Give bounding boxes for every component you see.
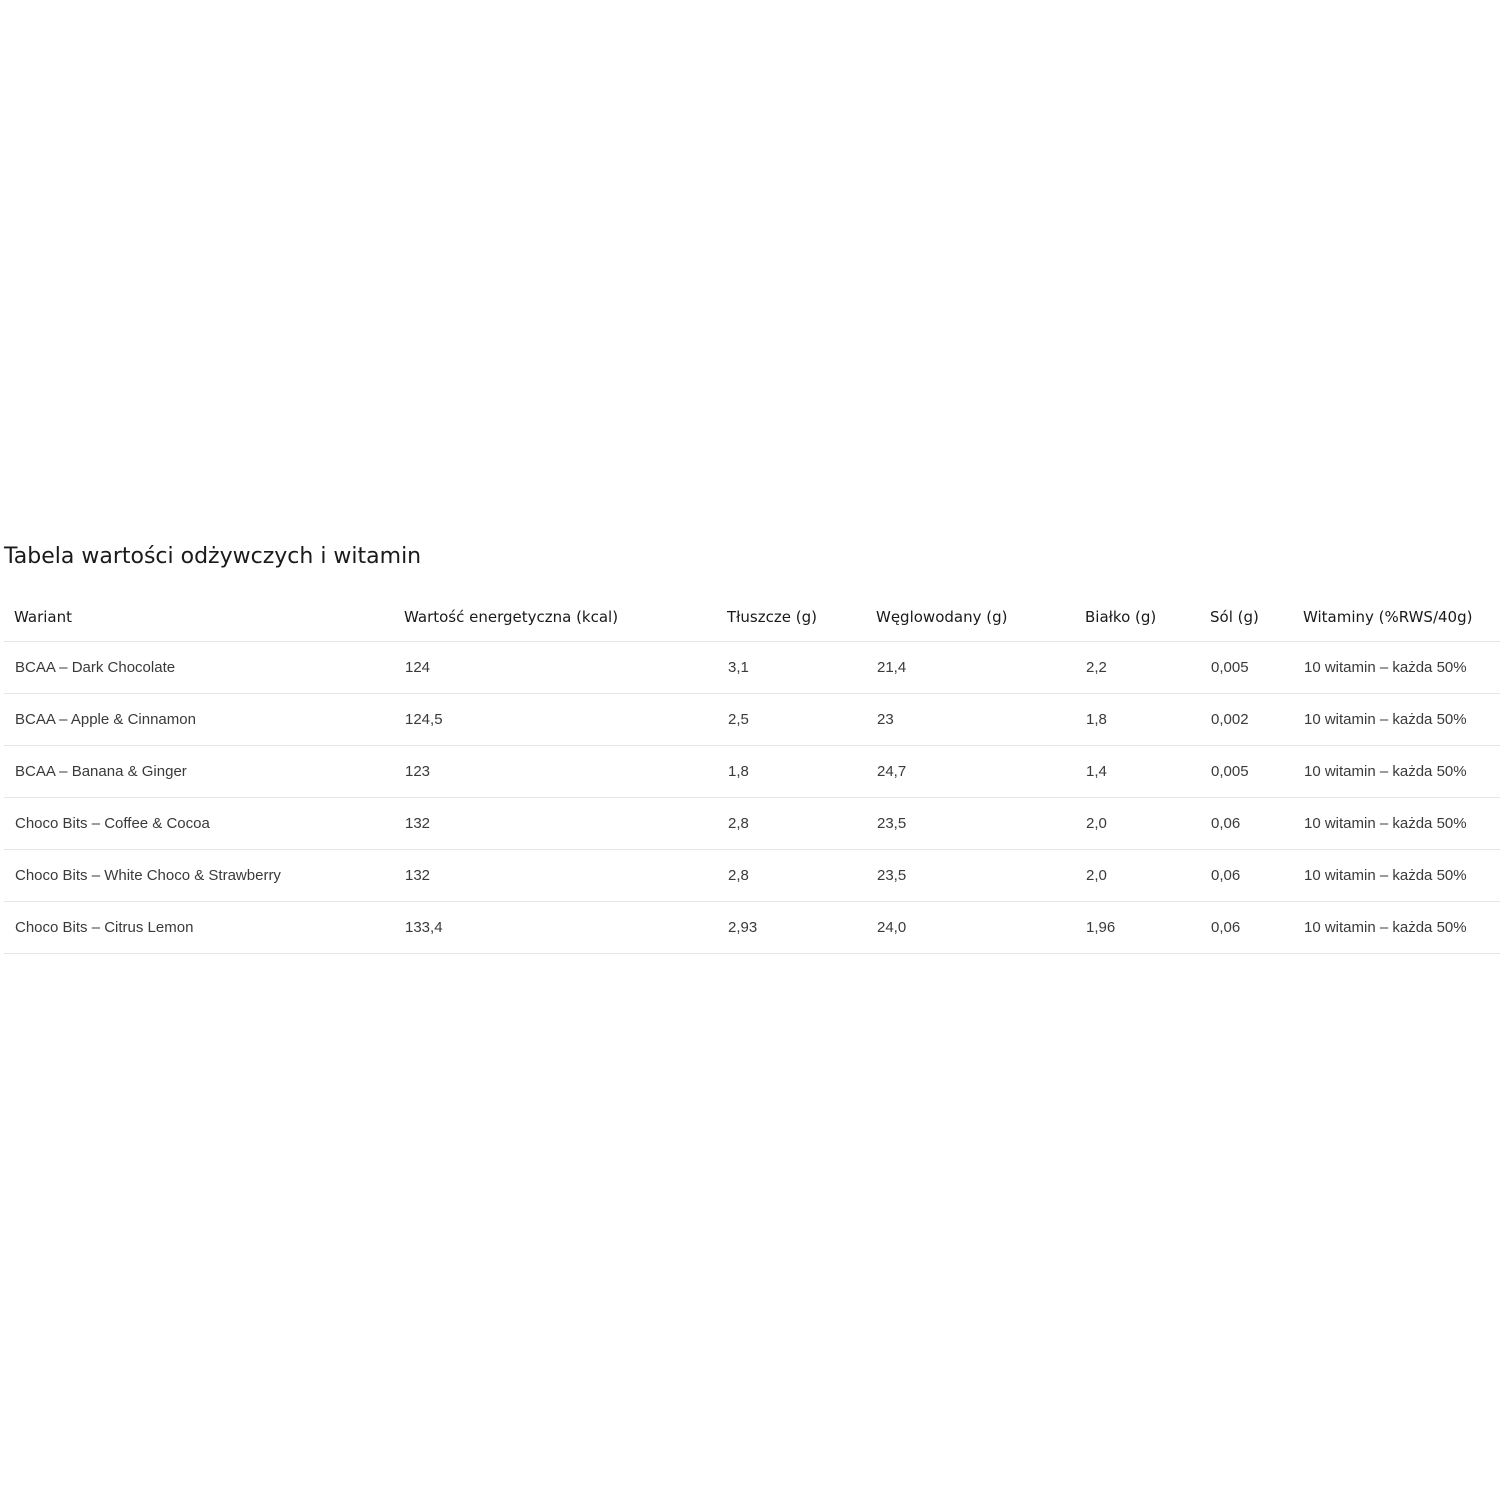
section-title: Tabela wartości odżywczych i witamin xyxy=(4,544,422,569)
header-variant: Wariant xyxy=(4,593,394,642)
table-row xyxy=(4,642,1500,694)
cell-carbs: 23,5 xyxy=(866,798,1075,850)
table-header-row xyxy=(4,593,1500,642)
header-carbs: Węglowodany (g) xyxy=(866,593,1075,642)
header-salt: Sól (g) xyxy=(1200,593,1293,642)
cell-vitamins: 10 witamin – każda 50% xyxy=(1293,850,1500,902)
cell-fat: 2,5 xyxy=(717,694,866,746)
header-protein: Białko (g) xyxy=(1075,593,1200,642)
table-row xyxy=(4,694,1500,746)
cell-vitamins: 10 witamin – każda 50% xyxy=(1293,694,1500,746)
cell-protein: 1,96 xyxy=(1075,902,1200,954)
header-fat: Tłuszcze (g) xyxy=(717,593,866,642)
cell-carbs: 21,4 xyxy=(866,642,1075,694)
cell-energy: 133,4 xyxy=(394,902,717,954)
nutrition-section xyxy=(4,539,1500,954)
cell-vitamins: 10 witamin – każda 50% xyxy=(1293,798,1500,850)
cell-salt: 0,06 xyxy=(1200,902,1293,954)
cell-energy: 124,5 xyxy=(394,694,717,746)
cell-protein: 1,8 xyxy=(1075,694,1200,746)
cell-salt: 0,002 xyxy=(1200,694,1293,746)
cell-salt: 0,005 xyxy=(1200,746,1293,798)
nutrition-table xyxy=(4,593,1500,954)
header-energy: Wartość energetyczna (kcal) xyxy=(394,593,717,642)
cell-fat: 3,1 xyxy=(717,642,866,694)
cell-variant: BCAA – Banana & Ginger xyxy=(4,746,394,798)
cell-protein: 2,2 xyxy=(1075,642,1200,694)
cell-protein: 1,4 xyxy=(1075,746,1200,798)
cell-variant: Choco Bits – White Choco & Strawberry xyxy=(4,850,394,902)
cell-carbs: 23,5 xyxy=(866,850,1075,902)
cell-variant: Choco Bits – Coffee & Cocoa xyxy=(4,798,394,850)
table-row xyxy=(4,746,1500,798)
cell-fat: 2,93 xyxy=(717,902,866,954)
cell-fat: 2,8 xyxy=(717,798,866,850)
cell-salt: 0,06 xyxy=(1200,850,1293,902)
cell-salt: 0,06 xyxy=(1200,798,1293,850)
cell-vitamins: 10 witamin – każda 50% xyxy=(1293,746,1500,798)
cell-vitamins: 10 witamin – każda 50% xyxy=(1293,642,1500,694)
cell-carbs: 24,0 xyxy=(866,902,1075,954)
cell-energy: 132 xyxy=(394,850,717,902)
cell-carbs: 24,7 xyxy=(866,746,1075,798)
table-row xyxy=(4,902,1500,954)
cell-vitamins: 10 witamin – każda 50% xyxy=(1293,902,1500,954)
cell-energy: 132 xyxy=(394,798,717,850)
cell-protein: 2,0 xyxy=(1075,850,1200,902)
header-vitamins: Witaminy (%RWS/40g) xyxy=(1293,593,1500,642)
cell-variant: Choco Bits – Citrus Lemon xyxy=(4,902,394,954)
cell-fat: 2,8 xyxy=(717,850,866,902)
cell-protein: 2,0 xyxy=(1075,798,1200,850)
cell-carbs: 23 xyxy=(866,694,1075,746)
cell-variant: BCAA – Dark Chocolate xyxy=(4,642,394,694)
table-row xyxy=(4,798,1500,850)
cell-fat: 1,8 xyxy=(717,746,866,798)
cell-energy: 123 xyxy=(394,746,717,798)
table-row xyxy=(4,850,1500,902)
cell-salt: 0,005 xyxy=(1200,642,1293,694)
cell-energy: 124 xyxy=(394,642,717,694)
cell-variant: BCAA – Apple & Cinnamon xyxy=(4,694,394,746)
